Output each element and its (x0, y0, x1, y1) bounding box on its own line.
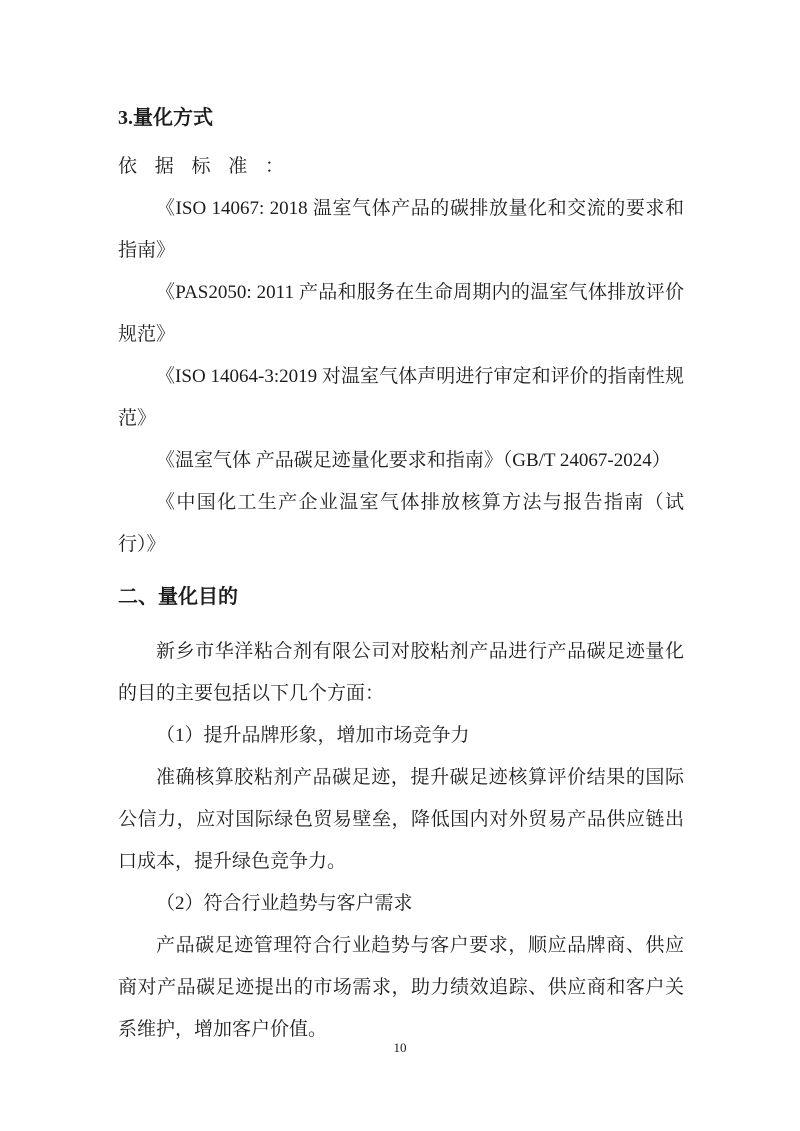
purpose-intro-paragraph: 新乡市华洋粘合剂有限公司对胶粘剂产品进行产品碳足迹量化的目的主要包括以下几个方面： (118, 641, 684, 704)
standard-item: 《ISO 14067: 2018 温室气体产品的碳排放量化和交流的要求和指南》 (118, 198, 684, 261)
purpose-item-body: 产品碳足迹管理符合行业趋势与客户要求，顺应品牌商、供应商对产品碳足迹提出的市场需求，助力绩效追踪、供应商和客户关系维护，增加客户价值。 (118, 935, 684, 1040)
standard-item: 《温室气体 产品碳足迹量化要求和指南》（GB/T 24067-2024） (156, 450, 671, 471)
standard-item: 《ISO 14064-3:2019 对温室气体声明进行审定和评价的指南性规范》 (118, 366, 684, 429)
page-number: 10 (393, 1040, 407, 1055)
purpose-item-body: 准确核算胶粘剂产品碳足迹，提升碳足迹核算评价结果的国际公信力，应对国际绿色贸易壁垒，降低国内对外贸易产品供应链出口成本，提升绿色竞争力。 (118, 767, 684, 872)
page-content (118, 104, 684, 1051)
standard-item: 《PAS2050: 2011 产品和服务在生命周期内的温室气体排放评价规范》 (118, 282, 684, 345)
standard-item: 《中国化工生产企业温室气体排放核算方法与报告指南（试行）》 (118, 492, 684, 555)
section-heading-quantification-method: 3.量化方式 (118, 107, 213, 129)
purpose-item-title: （1）提升品牌形象，增加市场竞争力 (156, 725, 470, 746)
purpose-item-title: （2）符合行业趋势与客户需求 (156, 893, 413, 914)
basis-standard-label: 依 据 标 准 ： (118, 156, 285, 177)
section-heading-quantification-purpose: 二、量化目的 (118, 586, 238, 608)
